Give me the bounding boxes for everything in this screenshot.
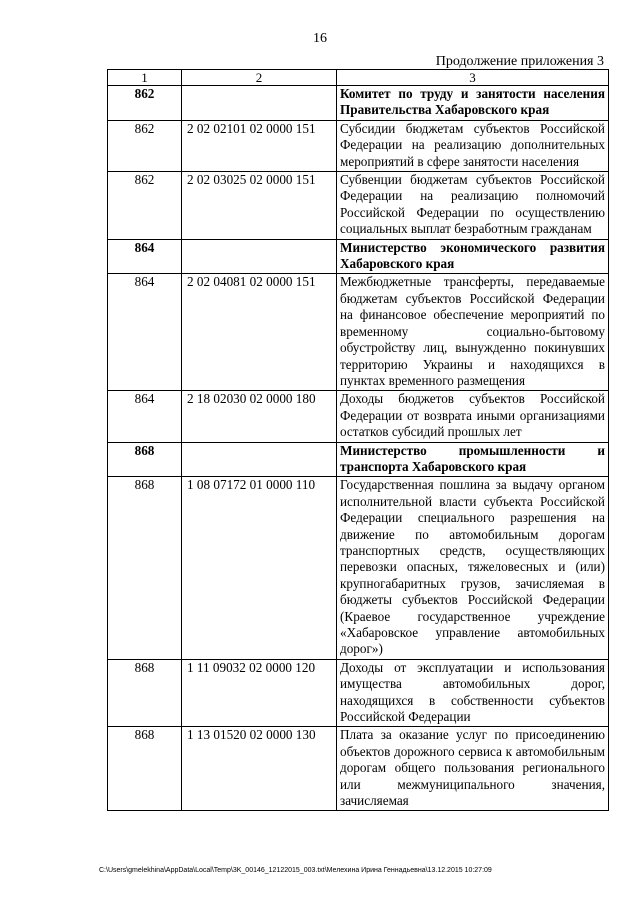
revenue-code-cell: 2 02 02101 02 0000 151	[182, 120, 337, 171]
table-row	[108, 727, 609, 811]
description-cell: Межбюджетные трансферты, передаваемые бюджетам субъектов Российской Федерации на финансовое обеспечение мероприятий по временному социально-бытовому обустройству лиц, вынужденно покинувших территорию Украины и находящихся в пунктах временного размещения	[337, 274, 609, 391]
admin-code-cell: 868	[108, 477, 182, 659]
column-header: 1	[108, 70, 182, 86]
admin-code-cell: 862	[108, 86, 182, 121]
table-row	[108, 477, 609, 659]
revenue-code-cell: 2 02 03025 02 0000 151	[182, 172, 337, 240]
column-header: 2	[182, 70, 337, 86]
revenue-code-cell: 1 08 07172 01 0000 110	[182, 477, 337, 659]
admin-code-cell: 868	[108, 659, 182, 727]
table-row	[108, 659, 609, 727]
description-cell: Доходы от эксплуатации и использования имущества автомобильных дорог, находящихся в собственности субъектов Российской Федерации	[337, 659, 609, 727]
admin-code-cell: 864	[108, 239, 182, 274]
description-cell: Плата за оказание услуг по присоединению объектов дорожного сервиса к автомобильным дорогам общего пользования регионального или межмуниципального значения, зачисляемая	[337, 727, 609, 811]
description-cell: Министерство промышленности и транспорта Хабаровского края	[337, 442, 609, 477]
description-cell: Комитет по труду и занятости населения Правительства Хабаровского края	[337, 86, 609, 121]
revenue-code-cell: 1 11 09032 02 0000 120	[182, 659, 337, 727]
revenue-code-cell: 2 02 04081 02 0000 151	[182, 274, 337, 391]
description-cell: Субвенции бюджетам субъектов Российской Федерации на реализацию полномочий Российской Федерации по осуществлению социальных выплат безработным гражданам	[337, 172, 609, 240]
description-cell: Доходы бюджетов субъектов Российской Федерации от возврата иными организациями остатков субсидий прошлых лет	[337, 391, 609, 442]
footer-path: C:\Users\gmelekhina\AppData\Local\Temp\3K_00146_12122015_003.txt\Мелехина Ирина Геннадьевна\13.12.2015 10:27:09	[99, 867, 492, 874]
revenue-code-cell	[182, 442, 337, 477]
admin-code-cell: 862	[108, 120, 182, 171]
admin-code-cell: 862	[108, 172, 182, 240]
continuation-label: Продолжение приложения 3	[435, 54, 604, 69]
admin-code-cell: 864	[108, 391, 182, 442]
table-row	[108, 274, 609, 391]
revenue-code-cell	[182, 86, 337, 121]
ministry-row	[108, 239, 609, 274]
table-header-row	[108, 70, 609, 86]
description-cell: Министерство экономического развития Хабаровского края	[337, 239, 609, 274]
column-header: 3	[337, 70, 609, 86]
revenue-table	[107, 69, 609, 811]
table-row	[108, 172, 609, 240]
description-cell: Субсидии бюджетам субъектов Российской Федерации на реализацию дополнительных мероприятий в сфере занятости населения	[337, 120, 609, 171]
admin-code-cell: 868	[108, 727, 182, 811]
page-number: 16	[313, 31, 327, 46]
admin-code-cell: 868	[108, 442, 182, 477]
admin-code-cell: 864	[108, 274, 182, 391]
table-row	[108, 120, 609, 171]
description-cell: Государственная пошлина за выдачу органом исполнительной власти субъекта Российской Федерации специального разрешения на движение по автомобильным дорогам транспортных средств, осуществляющих перевозки опасных, тяжеловесных и (или) крупногабаритных грузов, зачисляемая в бюджеты субъектов Российской Федерации (Краевое государственное учреждение «Хабаровское управление автомобильных дорог»)	[337, 477, 609, 659]
revenue-code-cell: 1 13 01520 02 0000 130	[182, 727, 337, 811]
table-row	[108, 391, 609, 442]
ministry-row	[108, 86, 609, 121]
revenue-code-cell	[182, 239, 337, 274]
ministry-row	[108, 442, 609, 477]
revenue-code-cell: 2 18 02030 02 0000 180	[182, 391, 337, 442]
